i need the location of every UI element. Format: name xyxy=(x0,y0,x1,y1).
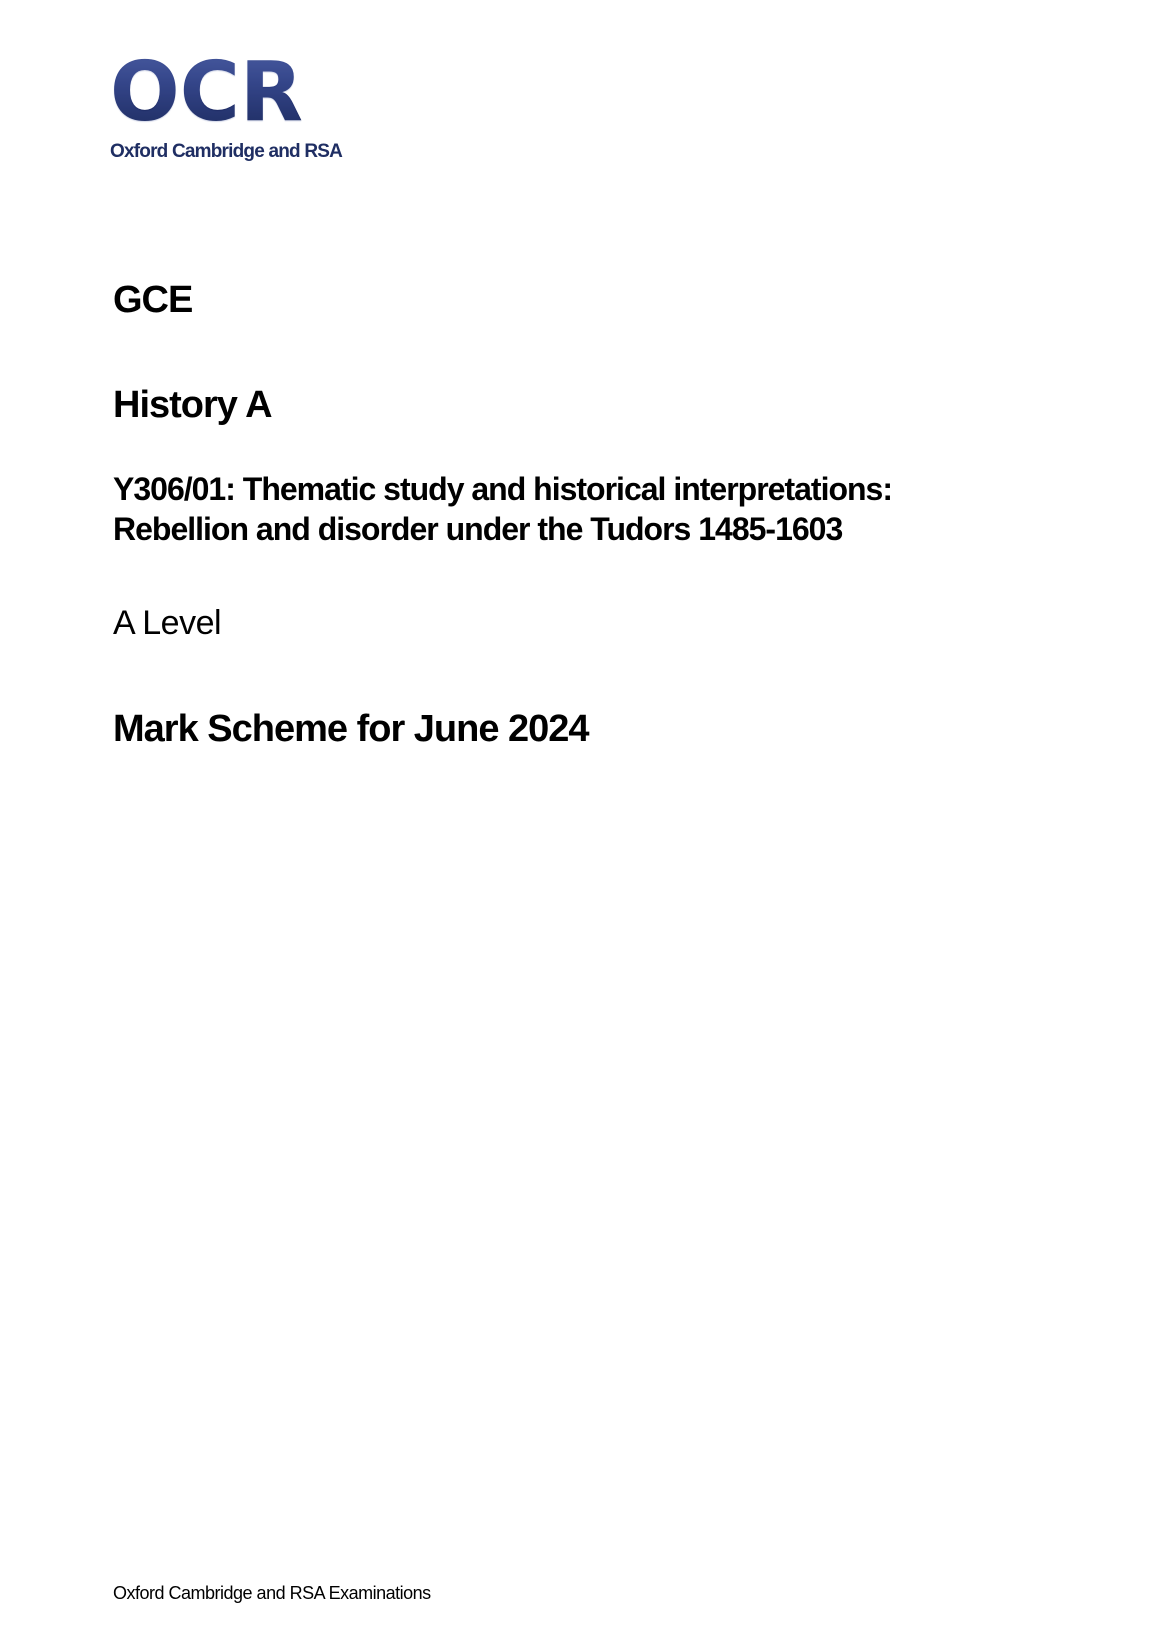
subject-heading: History A xyxy=(113,384,272,426)
qualification-heading: GCE xyxy=(113,279,193,321)
mark-scheme-title: Mark Scheme for June 2024 xyxy=(113,708,589,750)
ocr-logo xyxy=(110,45,343,163)
unit-title-line1: Y306/01: Thematic study and historical interpretations: xyxy=(113,471,892,507)
unit-title-line2: Rebellion and disorder under the Tudors 1485-1603 xyxy=(113,511,843,547)
ocr-logo-wordmark: OCR xyxy=(110,52,342,134)
ocr-logo-tagline: Oxford Cambridge and RSA xyxy=(110,141,343,162)
level-label: A Level xyxy=(113,604,222,642)
footer-text: Oxford Cambridge and RSA Examinations xyxy=(113,1583,431,1603)
unit-title xyxy=(113,469,892,549)
